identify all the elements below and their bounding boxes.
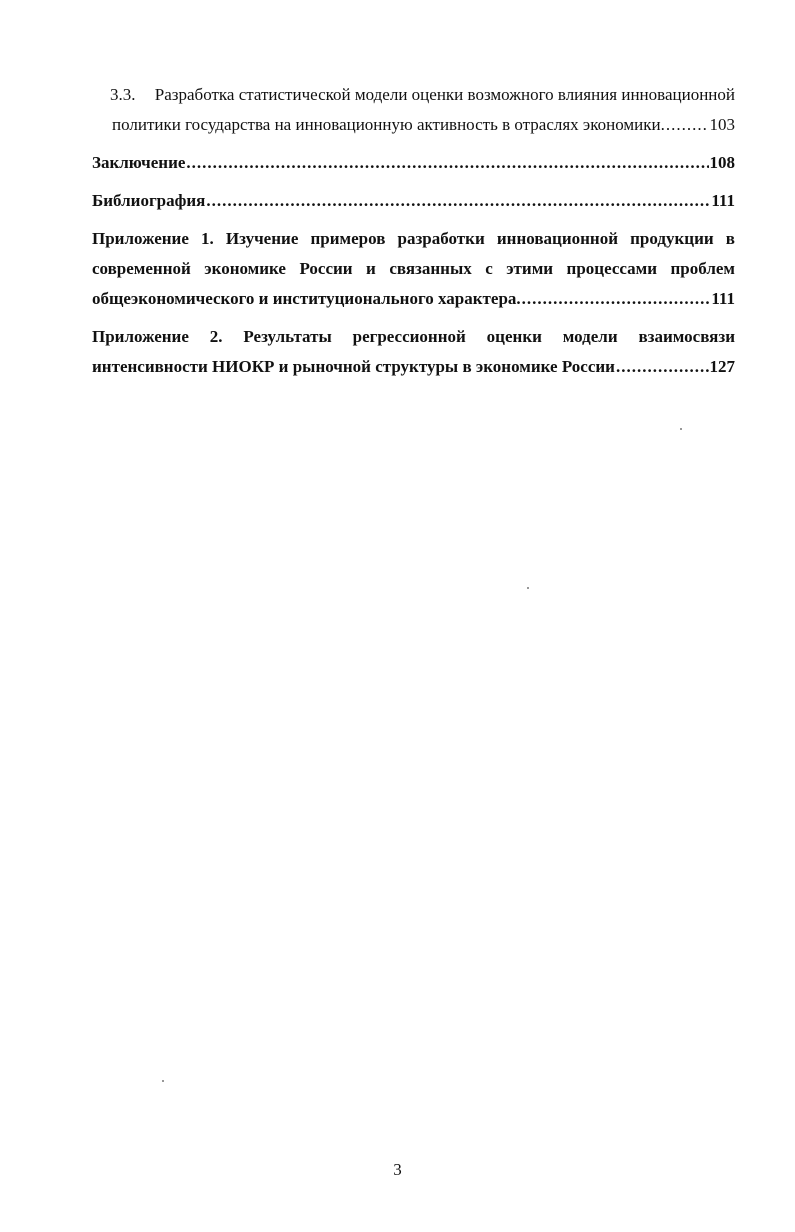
section-title-line2: политики государства на инновационную активность в отраслях экономики.	[112, 115, 665, 134]
toc-line	[92, 186, 735, 216]
conclusion-title: Заключение	[92, 153, 186, 172]
appendix1-line3: общеэкономического и институционального характера.	[92, 289, 521, 308]
page-ref: 127	[709, 357, 735, 376]
toc-entry-appendix-2	[92, 322, 735, 382]
appendix1-line2: современной экономике России и связанных с этими процессами проблем	[92, 259, 735, 278]
toc-line	[92, 80, 735, 110]
toc-entry-bibliography	[92, 186, 735, 216]
toc-entry-section-3-3	[92, 80, 735, 140]
section-number: 3.3.	[110, 85, 136, 104]
page-ref: 111	[711, 191, 735, 210]
dot-leader	[522, 284, 711, 314]
bibliography-title: Библиография	[92, 191, 206, 210]
appendix1-line1: Приложение 1. Изучение примеров разработки инновационной продукции в	[92, 229, 735, 248]
page-number: 3	[393, 1160, 402, 1179]
page-ref: 103	[709, 115, 735, 134]
toc-line	[92, 284, 735, 314]
scan-speck	[527, 587, 529, 589]
section-title-line1: Разработка статистической модели оценки возможного влияния инновационной	[154, 85, 735, 104]
page-ref: 111	[711, 289, 735, 308]
toc-line	[92, 352, 735, 382]
toc-entry-appendix-1	[92, 224, 735, 314]
appendix2-line2: интенсивности НИОКР и рыночной структуры в экономике России	[92, 357, 615, 376]
scan-speck	[680, 428, 682, 430]
toc-line	[92, 148, 735, 178]
dot-leader	[206, 186, 710, 216]
appendix2-line1: Приложение 2. Результаты регрессионной оценки модели взаимосвязи	[92, 327, 735, 346]
dot-leader	[666, 110, 709, 140]
toc-line	[92, 110, 735, 140]
dot-leader	[186, 148, 708, 178]
scan-speck	[162, 1080, 164, 1082]
dot-leader	[616, 352, 709, 382]
table-of-contents	[92, 80, 735, 390]
toc-entry-conclusion	[92, 148, 735, 178]
page-ref: 108	[709, 153, 735, 172]
